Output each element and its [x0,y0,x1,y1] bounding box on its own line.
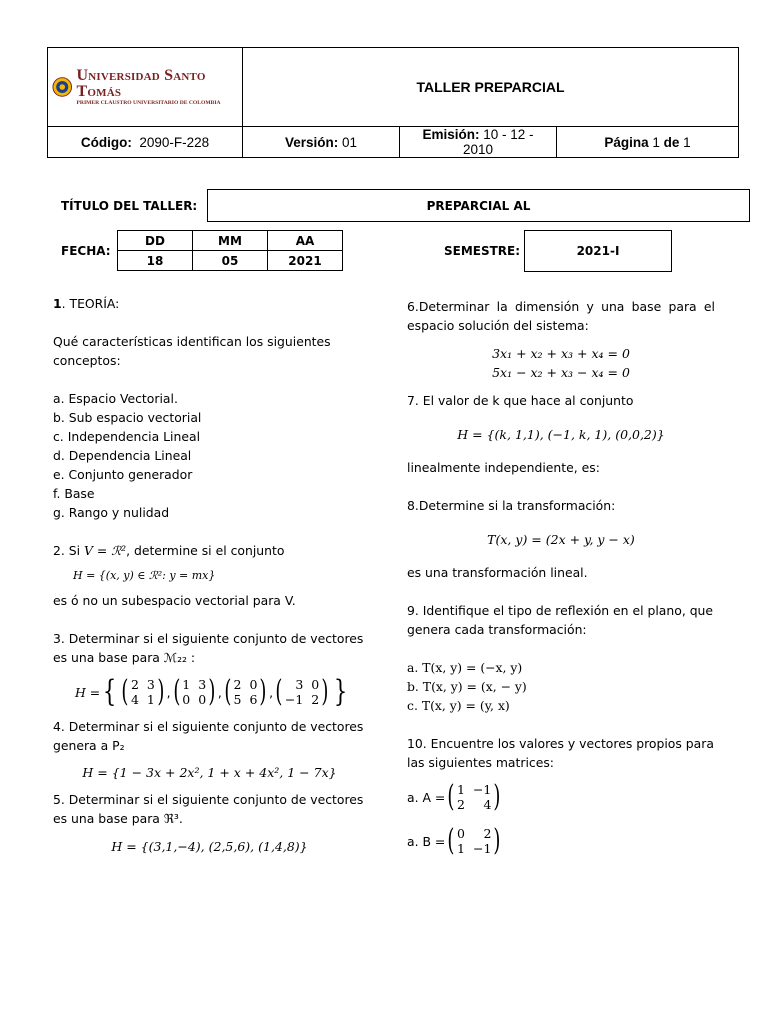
emision-label: Emisión: [422,127,480,142]
logo-subtitle: PRIMER CLAUSTRO UNIVERSITARIO DE COLOMBIA [76,99,221,106]
q2-set: H = {(x, y) ∈ ℛ²: y = mx} [73,569,216,582]
emision-cell [400,127,557,158]
q9-item-b: b. T(x, y) = (x, − y) [407,679,527,694]
q3-matrix-3: ( 2 0 5 6 ) [224,674,267,709]
q5-text-1: 5. Determinar si el siguiente conjunto de vectores [53,792,364,807]
q6-eq-1: 3x₁ + x₂ + x₃ + x₄ = 0 [492,346,630,361]
q4-text-2: genera a P₂ [53,738,125,753]
q9-item-a: a. T(x, y) = (−x, y) [407,660,523,675]
left-column [53,294,366,865]
fecha-dd-value: 18 [118,251,193,271]
q2-text-2: es ó no un subespacio vectorial para V. [53,593,296,608]
q6-text-2: espacio solución del sistema: [407,318,589,333]
semestre-label: SEMESTRE: [444,244,521,258]
codigo-value: 2090-F-228 [139,134,210,150]
q1-item-d: d. Dependencia Lineal [53,448,192,463]
document-title: TALLER PREPARCIAL [243,48,739,127]
q3-matrix-2: ( 1 3 0 0 ) [172,674,216,709]
q10-b-label: a. B = [407,833,446,849]
q3-matrix-1: ( 2 3 4 1 ) [121,674,165,709]
q1-item-c: c. Independencia Lineal [53,429,201,444]
q3-text-1: 3. Determinar si el siguiente conjunto de vectores [53,631,364,646]
q10-matrix-a: a. A = ( 1 −1 2 4 ) [407,779,501,814]
q2-space: V = ℛ² [84,543,127,558]
q3-matrix-4: ( 3 0 −1 2 ) [275,674,329,709]
emision-value-2: 2010 [462,142,494,157]
q4-text-1: 4. Determinar si el siguiente conjunto de vectores [53,719,364,734]
fecha-label: FECHA: [61,244,111,258]
q8-text: 8.Determine si la transformación: [407,498,616,513]
fecha-aa-value: 2021 [268,251,343,271]
pagina-label: Página [604,134,649,150]
q9-item-c: c. T(x, y) = (y, x) [407,698,510,713]
q1-item-b: b. Sub espacio vectorial [53,410,202,425]
fecha-mm-value: 05 [193,251,268,271]
q3-H: H = [75,684,101,700]
emision-value-1: 10 - 12 - [483,127,534,142]
q3-brace-close: } [333,674,348,709]
q6-system [407,344,715,382]
q7-set: H = {(k, 1,1), (−1, k, 1), (0,0,2)} [457,427,665,442]
q8-text-2: es una transformación lineal. [407,565,588,580]
university-seal-icon [52,76,72,98]
q7-text: 7. El valor de k que hace al conjunto [407,393,634,408]
q5-set: H = {(3,1,−4), (2,5,6), (1,4,8)} [111,839,308,854]
q4-set: H = {1 − 3x + 2x², 1 + x + 4x², 1 − 7x} [82,765,337,780]
q1-item-g: g. Rango y nulidad [53,505,170,520]
pagina-number: 1 [652,134,660,150]
right-column [407,297,715,860]
university-logo [48,68,242,107]
pagina-cell [557,127,739,158]
fecha-mm-header: MM [193,231,268,251]
q6-text-1: 6.Determinar la dimensión y una base para el [407,299,715,314]
q1-text-2: conceptos: [53,353,121,368]
fecha-table [117,230,343,271]
q1-item-a: a. Espacio Vectorial. [53,391,178,406]
q3-brace-open: { [103,674,117,709]
version-value: 01 [342,134,358,150]
pagina-total: 1 [683,134,691,150]
q1-item-f: f. Base [53,486,95,501]
version-label: Versión: [284,134,339,150]
logo-name: Universidad Santo Tomás [76,66,206,100]
q10-a-label: a. A = [407,789,446,805]
q9-text-1: 9. Identifique el tipo de reflexión en el plano, que [407,603,714,618]
q2-post: , determine si el conjunto [126,543,285,558]
q1-heading [53,294,366,313]
q1-title: . TEORÍA: [61,296,120,311]
q10-text-1: 10. Encuentre los valores y vectores propios para [407,736,714,751]
q10-matrix-b: a. B = ( 0 2 1 −1 ) [407,823,501,858]
version-cell [243,127,400,158]
titulo-value: PREPARCIAL AL [207,189,750,222]
codigo-label: Código: [80,134,132,150]
document-header [47,47,739,158]
semestre-value: 2021-I [524,230,672,272]
q6-eq-2: 5x₁ − x₂ + x₃ − x₄ = 0 [492,365,630,380]
titulo-label: TÍTULO DEL TALLER: [61,199,198,213]
q8-eq: T(x, y) = (2x + y, y − x) [487,532,635,547]
q3-set: H = { ( 2 3 4 1 ) , ( 1 3 0 0 ) , ( 2 0 5 6 ) , ( 3 0 −1 2 ) } [75,674,348,709]
q1-item-e: e. Conjunto generador [53,467,193,482]
q5-text-2: es una base para ℜ³. [53,811,183,826]
q1-number: 1 [53,296,62,311]
q7-text-2: linealmente independiente, es: [407,460,600,475]
fecha-dd-header: DD [118,231,193,251]
fecha-aa-header: AA [268,231,343,251]
q2-pre: 2. Si [53,543,85,558]
q3-text-2: es una base para ℳ₂₂ : [53,650,196,665]
q2-text [53,541,366,560]
q9-text-2: genera cada transformación: [407,622,587,637]
pagina-de: de [663,134,680,150]
codigo-cell [48,127,243,158]
q10-text-2: las siguientes matrices: [407,755,554,770]
logo-cell [48,48,243,127]
q1-text-1: Qué características identifican los siguientes [53,334,331,349]
